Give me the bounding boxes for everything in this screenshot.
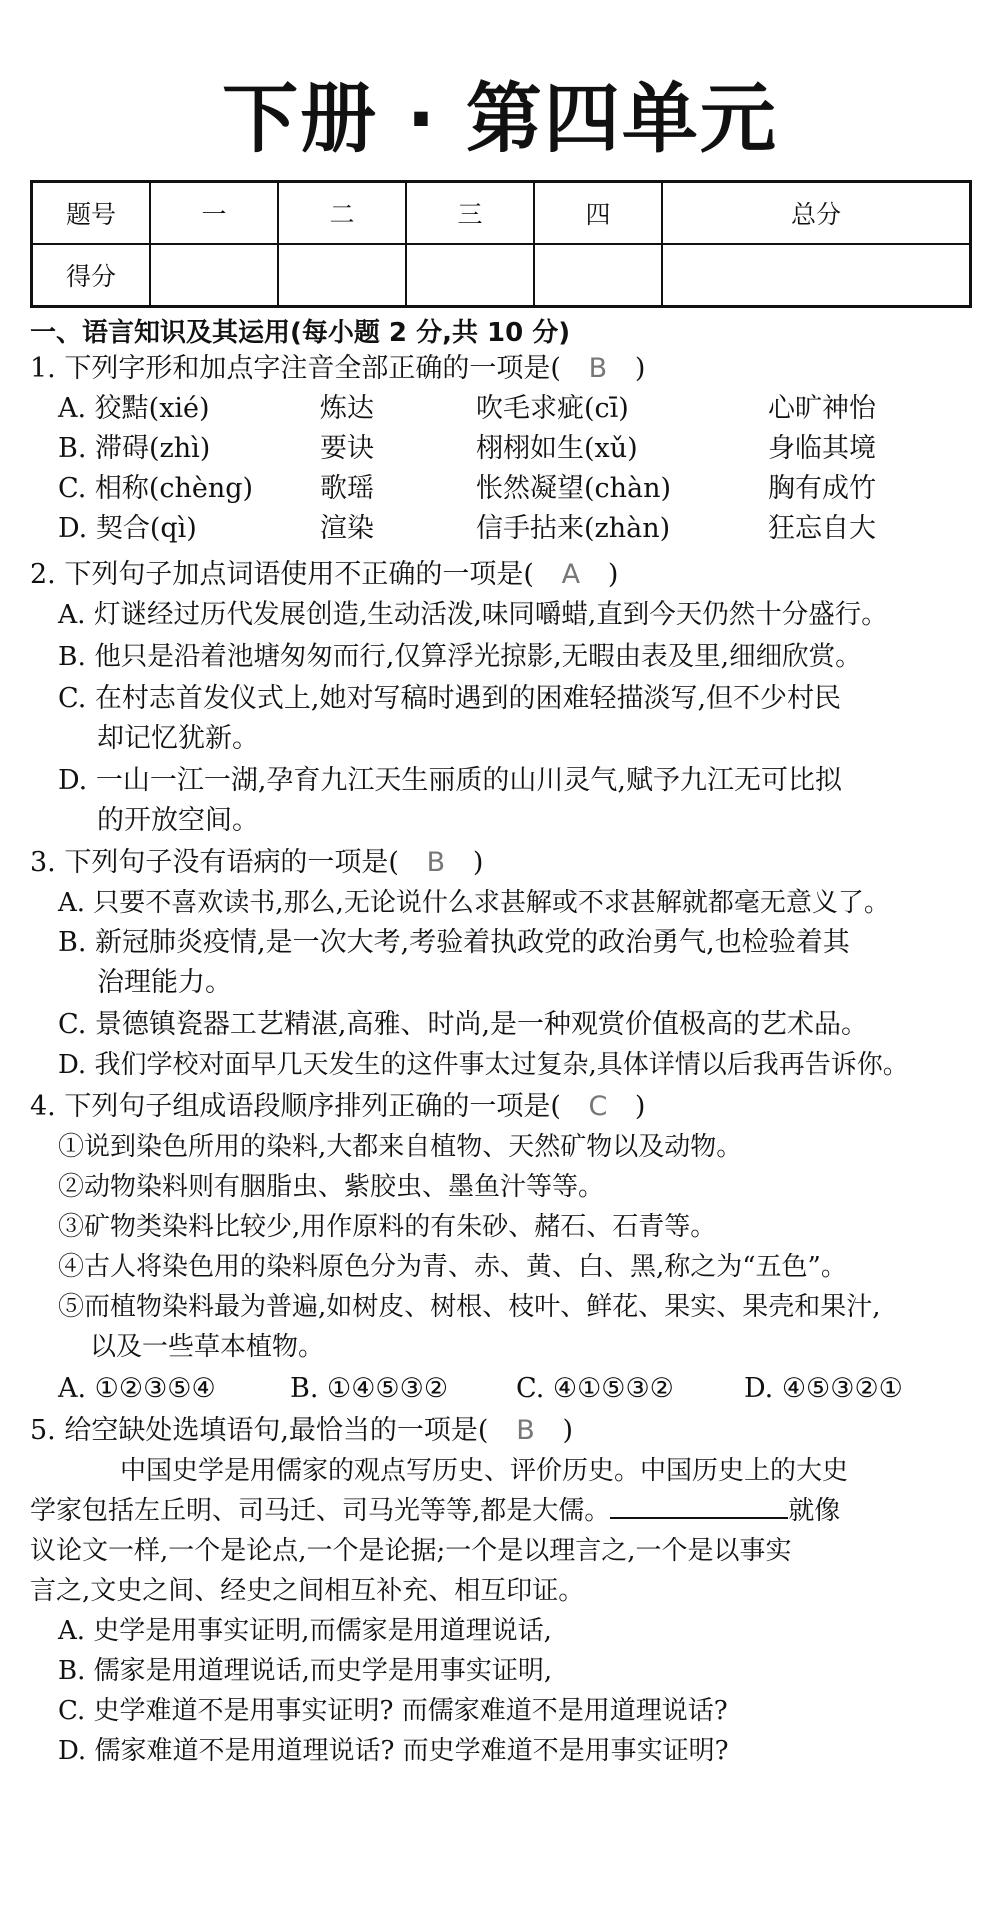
paren-close: ) [472, 847, 484, 878]
answer-mark: B [426, 847, 446, 878]
score-cell: 四 [534, 182, 662, 245]
question-stem [30, 555, 618, 595]
score-table [30, 180, 972, 308]
page-title: 下册 · 第四单元 [222, 74, 778, 163]
score-cell: 得分 [32, 244, 151, 307]
passage-line: 议论文一样,一个是论点,一个是论据;一个是以理言之,一个是以事实 [30, 1536, 792, 1566]
score-input-cell[interactable] [150, 244, 278, 307]
option-line: A. 只要不喜欢读书,那么,无论说什么求甚解或不求甚解就都毫无意义了。 [58, 888, 890, 918]
question-text: 4. 下列句子组成语段顺序排列正确的一项是( [30, 1091, 561, 1122]
question-stem [30, 349, 645, 389]
score-cell: 二 [278, 182, 406, 245]
passage-line: 言之,文史之间、经史之间相互补充、相互印证。 [30, 1576, 585, 1606]
option-line: B. 他只是沿着池塘匆匆而行,仅算浮光掠影,无暇由表及里,细细欣赏。 [58, 641, 862, 672]
sentence-item: ④古人将染色用的染料原色分为青、赤、黄、白、黑,称之为“五色”。 [58, 1252, 847, 1282]
question-stem [30, 1411, 573, 1451]
score-input-cell[interactable] [406, 244, 534, 307]
option-cell: 心旷神怡 [768, 393, 876, 424]
sentence-item: ③矿物类染料比较少,用作原料的有朱砂、赭石、石青等。 [58, 1212, 717, 1242]
option-line: D. 一山一江一湖,孕育九江天生丽质的山川灵气,赋予九江无可比拟 [58, 765, 843, 796]
score-input-cell[interactable] [534, 244, 662, 307]
paren-close: ) [634, 1091, 646, 1122]
answer-mark: C [588, 1091, 608, 1122]
option-cell: 狂忘自大 [768, 513, 876, 544]
option-cell: 身临其境 [768, 433, 876, 464]
option-line: 治理能力。 [97, 967, 232, 998]
answer-mark: B [588, 353, 608, 384]
section-heading: 一、语言知识及其运用(每小题 2 分,共 10 分) [30, 318, 571, 348]
option-line: A. 史学是用事实证明,而儒家是用道理说话, [58, 1616, 552, 1646]
option-cell: 信手拈来(zhàn) [476, 513, 671, 544]
question-text: 1. 下列字形和加点字注音全部正确的一项是( [30, 353, 561, 384]
option-cell: C. 相称(chèng) [58, 473, 254, 504]
score-cell: 一 [150, 182, 278, 245]
paren-close: ) [634, 353, 646, 384]
option-cell: D. 契合(qì) [58, 513, 197, 544]
option-line: B. 儒家是用道理说话,而史学是用事实证明, [58, 1656, 553, 1686]
option-cell: 栩栩如生(xǔ) [476, 433, 638, 464]
sentence-item: ①说到染色所用的染料,大都来自植物、天然矿物以及动物。 [58, 1132, 743, 1162]
option-line: 的开放空间。 [97, 805, 259, 836]
option-line: D. 我们学校对面早几天发生的这件事太过复杂,具体详情以后我再告诉你。 [58, 1050, 909, 1080]
score-input-cell[interactable] [662, 244, 971, 307]
question-stem [30, 843, 483, 883]
option-cell: B. 滞碍(zhì) [58, 433, 211, 464]
question-text: 5. 给空缺处选填语句,最恰当的一项是( [30, 1415, 489, 1446]
option-cell: A. ①②③⑤④ [58, 1373, 216, 1404]
score-cell: 题号 [32, 182, 151, 245]
passage-text: 就像 [788, 1496, 841, 1526]
option-line: C. 在村志首发仪式上,她对写稿时遇到的困难轻描淡写,但不少村民 [58, 683, 842, 714]
option-line: A. 灯谜经过历代发展创造,生动活泼,味同嚼蜡,直到今天仍然十分盛行。 [58, 599, 888, 630]
passage-text: 学家包括左丘明、司马迁、司马光等等,都是大儒。 [30, 1496, 611, 1526]
question-text: 2. 下列句子加点词语使用不正确的一项是( [30, 559, 534, 590]
option-cell: D. ④⑤③②① [744, 1373, 903, 1404]
option-cell: 要诀 [320, 433, 374, 464]
answer-mark: A [561, 559, 581, 590]
answer-mark: B [516, 1415, 535, 1446]
option-cell: 胸有成竹 [768, 473, 876, 504]
question-stem [30, 1087, 645, 1127]
option-cell: 怅然凝望(chàn) [476, 473, 672, 504]
score-cell: 总分 [662, 182, 971, 245]
option-cell: A. 狡黠(xié) [58, 393, 210, 424]
option-line: B. 新冠肺炎疫情,是一次大考,考验着执政党的政治勇气,也检验着其 [58, 927, 850, 958]
passage-line [30, 1491, 840, 1531]
score-cell: 三 [406, 182, 534, 245]
option-cell: C. ④①⑤③② [516, 1373, 674, 1404]
option-cell: 吹毛求疵(cī) [476, 393, 629, 424]
sentence-item: ⑤而植物染料最为普遍,如树皮、树根、枝叶、鲜花、果实、果壳和果汁, [58, 1292, 881, 1322]
passage-line: 中国史学是用儒家的观点写历史、评价历史。中国历史上的大史 [120, 1456, 849, 1486]
option-cell: 渲染 [320, 513, 374, 544]
option-line: C. 史学难道不是用事实证明? 而儒家难道不是用道理说话? [58, 1696, 728, 1726]
option-line: 却记忆犹新。 [97, 723, 259, 754]
paren-close: ) [562, 1415, 574, 1446]
score-table-header-row [32, 182, 971, 245]
option-cell: 歌瑶 [320, 473, 374, 504]
option-line: C. 景德镇瓷器工艺精湛,高雅、时尚,是一种观赏价值极高的艺术品。 [58, 1009, 869, 1040]
question-text: 3. 下列句子没有语病的一项是( [30, 847, 399, 878]
score-table-score-row [32, 244, 971, 307]
sentence-item: 以及一些草本植物。 [90, 1332, 325, 1362]
fill-in-blank[interactable] [610, 1493, 788, 1519]
paren-close: ) [607, 559, 619, 590]
option-cell: 炼达 [320, 393, 374, 424]
sentence-item: ②动物染料则有胭脂虫、紫胶虫、墨鱼汁等等。 [58, 1172, 605, 1202]
option-line: D. 儒家难道不是用道理说话? 而史学难道不是用事实证明? [58, 1736, 729, 1766]
option-cell: B. ①④⑤③② [290, 1373, 449, 1404]
score-input-cell[interactable] [278, 244, 406, 307]
